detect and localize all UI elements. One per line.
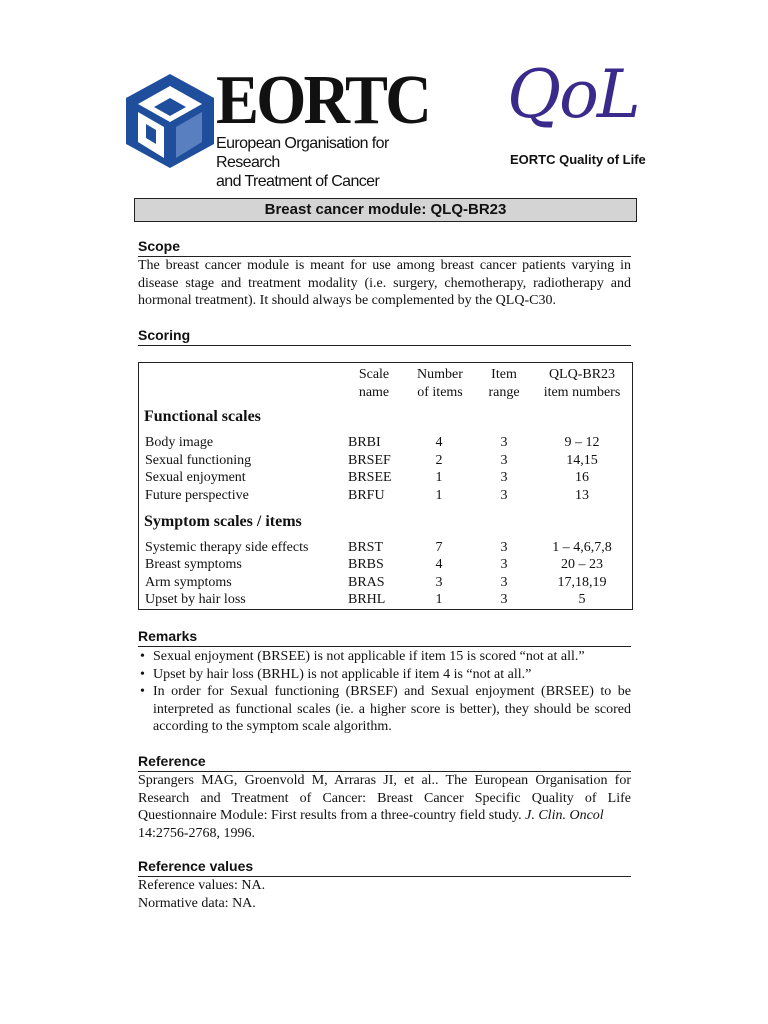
eortc-subtitle-line-1: European Organisation for Research — [216, 135, 389, 171]
reference-journal: J. Clin. Oncol — [525, 808, 604, 823]
row-label: Arm symptoms — [145, 575, 232, 590]
scope-text: The breast cancer module is meant for use among breast cancer patients varying in disease stage and treatment modality (i.e. surgery, chemotherapy, radiotherapy and hormonal treatment). It should always be complemented by the QLQ-C30. — [138, 258, 631, 308]
eortc-subtitle-line-2: and Treatment of Cancer — [216, 173, 380, 190]
reference-citation: 14:2756-2768, 1996. — [138, 825, 256, 841]
row-count: 7 — [435, 540, 443, 555]
bullet-icon: • — [140, 666, 145, 682]
reference-text — [138, 772, 631, 842]
row-range: 3 — [500, 557, 508, 572]
reference-values-text — [138, 877, 631, 912]
eortc-emblem-icon — [124, 72, 216, 168]
col-header-range-line-2: range — [488, 384, 520, 400]
scoring-table — [138, 362, 633, 610]
col-header-number-line-2: of items — [417, 384, 463, 400]
col-header-items-line-1: QLQ-BR23 — [548, 367, 616, 382]
row-range: 3 — [500, 453, 508, 468]
row-label: Sexual functioning — [145, 453, 252, 468]
reference-values-line: Reference values: NA. — [138, 878, 266, 893]
row-scale-name: BRAS — [348, 575, 385, 590]
qol-logo — [505, 56, 655, 180]
row-label: Future perspective — [145, 488, 249, 503]
header-logos — [120, 56, 655, 190]
row-items: 14,15 — [566, 453, 598, 468]
row-scale-name: BRST — [348, 540, 384, 555]
normative-data-line: Normative data: NA. — [138, 895, 256, 911]
row-range: 3 — [500, 592, 508, 607]
row-count: 3 — [435, 575, 443, 590]
row-range: 3 — [500, 540, 508, 555]
row-count: 1 — [435, 592, 443, 607]
row-items: 16 — [575, 470, 589, 485]
col-header-scale — [344, 366, 404, 401]
row-count: 1 — [435, 470, 443, 485]
col-header-number — [409, 366, 471, 401]
row-scale-name: BRBS — [348, 557, 384, 572]
row-label: Breast symptoms — [145, 557, 242, 572]
row-range: 3 — [500, 488, 508, 503]
col-header-scale-line-1: Scale — [358, 367, 390, 382]
row-scale-name: BRSEE — [348, 470, 392, 485]
row-count: 2 — [435, 453, 443, 468]
row-items: 1 – 4,6,7,8 — [552, 540, 612, 555]
remarks-list — [138, 648, 631, 736]
reference-heading: Reference — [138, 753, 631, 772]
remarks-heading: Remarks — [138, 628, 631, 647]
row-count: 4 — [435, 435, 443, 450]
bullet-icon: • — [140, 684, 145, 699]
row-scale-name: BRFU — [348, 488, 385, 503]
list-item — [138, 683, 631, 736]
row-items: 20 – 23 — [561, 557, 603, 572]
eortc-subtitle — [216, 134, 450, 191]
list-item — [138, 666, 631, 684]
remark-text: Upset by hair loss (BRHL) is not applicable if item 4 is “not at all.” — [153, 666, 532, 682]
eortc-logo — [120, 62, 450, 190]
row-items: 9 – 12 — [564, 435, 600, 450]
eortc-wordmark: EORTC — [216, 62, 429, 139]
col-header-number-line-1: Number — [417, 367, 463, 382]
row-items: 5 — [578, 592, 586, 607]
col-header-scale-line-2: name — [358, 384, 390, 400]
list-item — [138, 648, 631, 666]
module-title: Breast cancer module: QLQ-BR23 — [134, 198, 637, 222]
col-header-range-line-1: Item — [491, 367, 517, 382]
symptom-scales-heading: Symptom scales / items — [144, 513, 302, 530]
row-label: Sexual enjoyment — [145, 470, 246, 485]
col-header-range — [479, 366, 529, 401]
row-range: 3 — [500, 470, 508, 485]
row-items: 13 — [575, 488, 589, 503]
row-scale-name: BRSEF — [348, 453, 391, 468]
reference-body: Sprangers MAG, Groenvold M, Arraras JI, et al.. The European Organisation for Research and Treatment of Cancer: Breast Cancer Specific Quality of Life Questionnaire Module: First results from a three-country field study. — [138, 773, 631, 823]
row-label: Systemic therapy side effects — [145, 540, 309, 555]
row-scale-name: BRBI — [348, 435, 381, 450]
row-range: 3 — [500, 435, 508, 450]
functional-scales-heading: Functional scales — [144, 408, 261, 425]
row-range: 3 — [500, 575, 508, 590]
row-label: Body image — [145, 435, 214, 450]
row-label: Upset by hair loss — [145, 592, 246, 607]
scope-heading: Scope — [138, 238, 631, 257]
row-count: 1 — [435, 488, 443, 503]
row-count: 4 — [435, 557, 443, 572]
qol-wordmark: QoL — [507, 56, 639, 133]
bullet-icon: • — [140, 649, 145, 664]
col-header-items-line-2: item numbers — [543, 384, 621, 400]
col-header-items — [537, 366, 627, 401]
row-scale-name: BRHL — [348, 592, 386, 607]
row-items: 17,18,19 — [557, 575, 607, 590]
remark-text: In order for Sexual functioning (BRSEF) and Sexual enjoyment (BRSEE) to be interpreted as functional scales (ie. a higher score is better), they should be scored according to the symptom scale algorithm. — [153, 684, 631, 734]
remark-text: Sexual enjoyment (BRSEE) is not applicable if item 15 is scored “not at all.” — [153, 649, 585, 664]
qol-caption: EORTC Quality of Life — [510, 152, 646, 167]
reference-values-heading: Reference values — [138, 858, 631, 877]
scoring-heading: Scoring — [138, 327, 631, 346]
